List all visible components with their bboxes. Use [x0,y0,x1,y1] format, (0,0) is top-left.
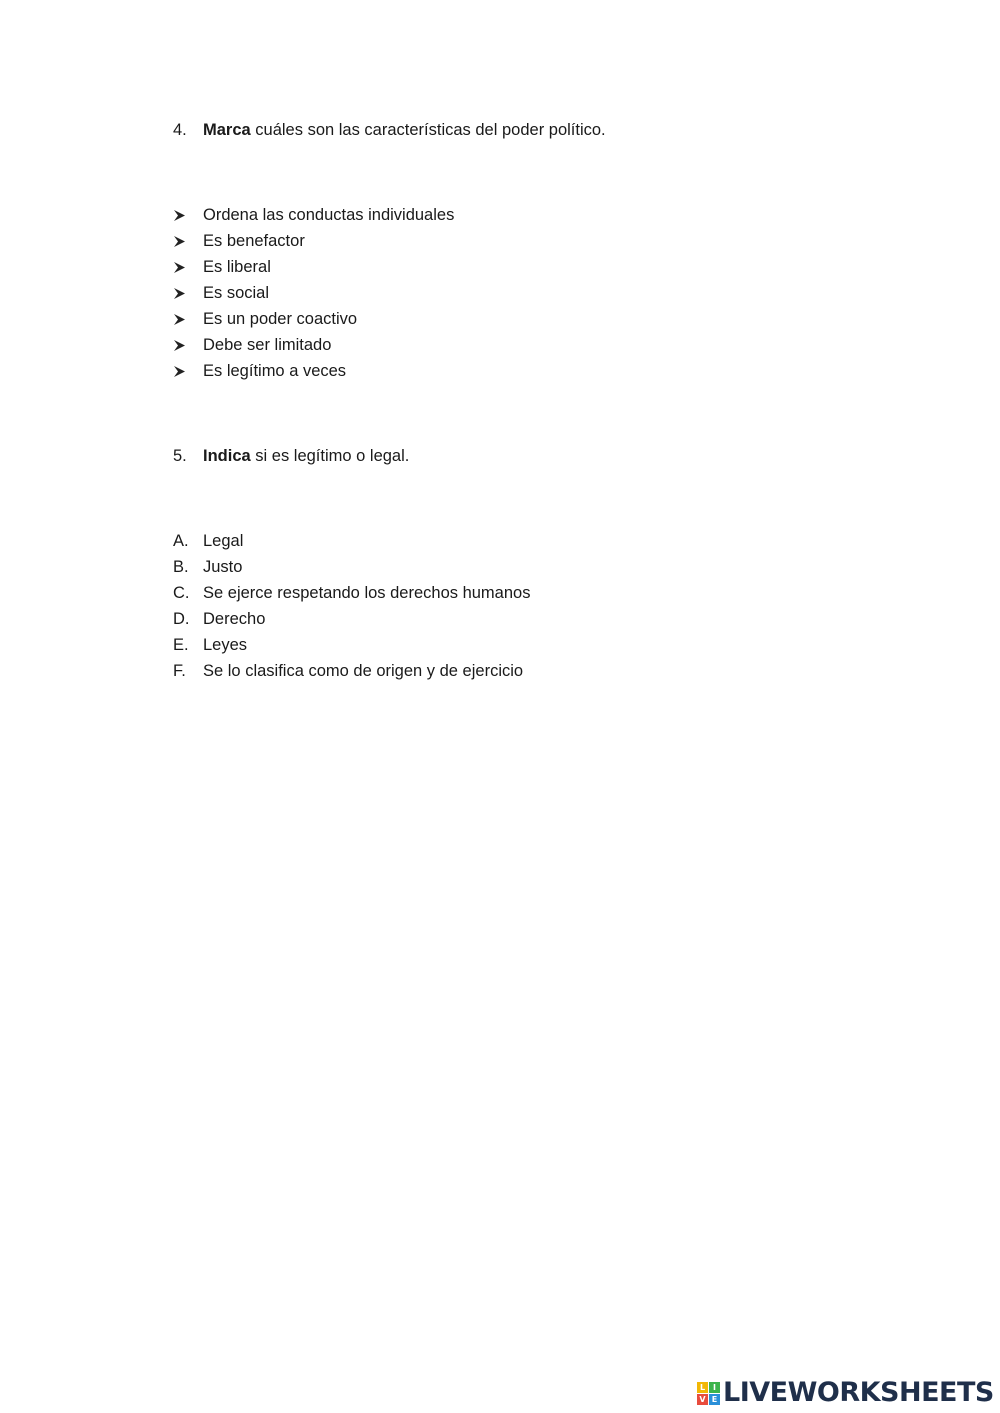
logo-square-i: I [709,1382,720,1393]
list-item[interactable] [173,254,454,280]
arrow-bullet-icon [173,286,203,300]
list-item[interactable] [173,306,454,332]
list-item[interactable] [173,228,454,254]
list-letter: D. [173,609,190,628]
characteristics-list [173,202,454,384]
question-5 [173,443,409,469]
list-item-label: Justo [203,557,243,576]
list-item[interactable] [173,606,530,632]
logo-text: LIVEWORKSHEETS [723,1377,994,1408]
arrow-bullet-icon [173,260,203,274]
list-item[interactable] [173,202,454,228]
question-text: cuáles son las características del poder político. [250,121,606,139]
question-number: 4. [173,121,187,139]
logo-mark-icon [697,1382,720,1405]
list-letter: B. [173,557,189,576]
list-item-label: Es benefactor [203,231,305,250]
list-item-label: Se ejerce respetando los derechos humanos [203,583,531,602]
question-verb: Marca [203,121,251,139]
arrow-bullet-icon [173,208,203,222]
list-item-label: Es legítimo a veces [203,361,347,380]
list-item[interactable] [173,280,454,306]
list-item[interactable] [173,658,530,684]
list-letter: A. [173,531,189,550]
list-item[interactable] [173,332,454,358]
question-4 [173,117,606,143]
legal-legitimate-list [173,528,530,684]
arrow-bullet-icon [173,312,203,326]
list-item[interactable] [173,554,530,580]
list-item-label: Leyes [203,635,248,654]
arrow-bullet-icon [173,234,203,248]
list-item-label: Es liberal [203,257,271,276]
list-item-label: Es un poder coactivo [203,309,358,328]
list-item[interactable] [173,358,454,384]
list-item-label: Ordena las conductas individuales [203,205,455,224]
question-number: 5. [173,447,187,465]
question-verb: Indica [203,447,251,465]
list-letter: E. [173,635,189,654]
arrow-bullet-icon [173,338,203,352]
list-item-label: Legal [203,531,244,550]
list-item[interactable] [173,632,530,658]
arrow-bullet-icon [173,364,203,378]
list-item[interactable] [173,528,530,554]
list-item-label: Debe ser limitado [203,335,332,354]
list-letter: C. [173,583,190,602]
question-text: si es legítimo o legal. [250,447,410,465]
logo-square-e: E [709,1394,720,1405]
list-item[interactable] [173,580,530,606]
list-item-label: Derecho [203,609,266,628]
list-item-label: Es social [203,283,270,302]
list-item-label: Se lo clasifica como de origen y de ejercicio [203,661,524,680]
logo-square-l: L [697,1382,708,1393]
liveworksheets-logo [697,1378,994,1408]
logo-square-v: V [697,1394,708,1405]
list-letter: F. [173,661,186,680]
